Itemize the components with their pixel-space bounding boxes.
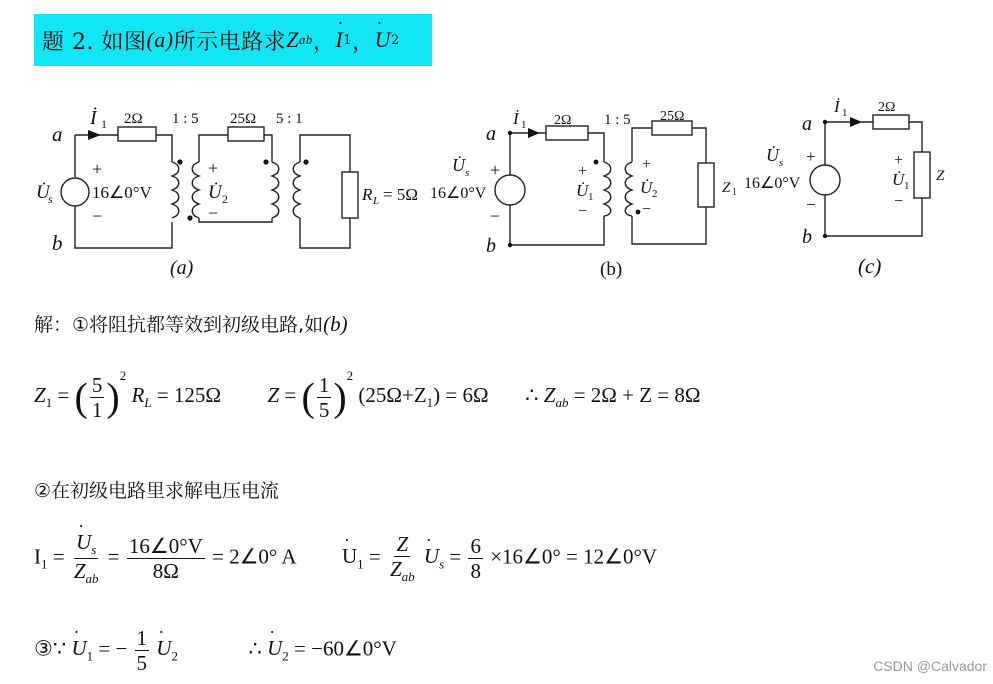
title-mid: 所示电路求	[173, 29, 287, 55]
equation-3	[34, 626, 397, 675]
impedance-z1-b	[698, 163, 714, 207]
eq1-pow-2: 2	[346, 368, 354, 383]
eq1-eq-2: =	[284, 383, 297, 407]
step-2-heading	[34, 476, 279, 503]
a-u2-sub: 2	[222, 192, 228, 206]
b-plus-3: +	[642, 156, 652, 173]
eq3-u2b: · U	[267, 636, 282, 661]
a-u2: U̇	[208, 182, 222, 203]
eq3-u2-sub: 2	[171, 648, 178, 664]
c-plus: +	[806, 147, 816, 166]
eq2-eq-2: =	[107, 544, 120, 569]
b-caption: (b)	[600, 259, 623, 280]
b-plus-2: +	[578, 163, 588, 180]
c-plus-2: +	[894, 152, 904, 169]
coil-b1	[604, 162, 611, 216]
eq2-res2: ×16∠0° = 12∠0°V	[490, 544, 658, 569]
c-src-label: U̇	[766, 145, 779, 165]
eq3-u1-sub: 1	[86, 648, 94, 664]
b-minus-2: −	[578, 203, 588, 220]
c-node-a: a	[802, 113, 812, 135]
step-2-label: ②在初级电路里求解电压电流	[34, 480, 280, 502]
eq3-label: ③∵	[34, 636, 67, 661]
b-plus: +	[490, 160, 501, 180]
a-node-a: a	[52, 122, 63, 146]
eq3-eq: = −	[98, 636, 128, 661]
title-fig-ref: (a)	[146, 27, 174, 52]
coil-a1	[172, 162, 179, 218]
resistor-rl-a	[342, 172, 358, 218]
eq1-frac-1: $\frac{5}{1}$	[91, 372, 103, 422]
b-z1: Z	[722, 180, 731, 196]
b-src-sub: s	[465, 167, 470, 179]
c-current: İ	[834, 97, 840, 116]
circuit-b	[495, 121, 714, 245]
resistor-2ohm-b	[546, 126, 588, 140]
eq1-therefore: ∴	[525, 383, 539, 407]
coil-a4	[293, 162, 300, 218]
eq1-z1: Z	[34, 383, 46, 407]
b-u1-sub: 1	[588, 191, 594, 203]
coil-b2	[625, 162, 632, 216]
a-plus: +	[92, 159, 103, 179]
title-sep-1: ，	[312, 29, 336, 55]
c-src-sub: s	[779, 157, 784, 169]
title-i1-sub: 1	[343, 32, 353, 48]
b-ratio: 1 : 5	[604, 112, 631, 128]
title-prefix: 题 2. 如图	[42, 29, 147, 55]
eq1-zab-sub: ab	[555, 395, 569, 411]
coil-a2	[192, 162, 199, 218]
c-u1: U̇	[892, 170, 905, 189]
equation-1: $Z_1$ = ( $\frac{5}{1}$ )$^2$ $R_L = 125\Omega$ Z = ( $\frac{1}{5}$ )$^2$ $(25\Omega+Z_1) = 6\Omega$ ∴ $Z_{ab} = 2\Omega + Z = 8\Omega$	[34, 368, 701, 422]
eq3-u1: · U	[71, 636, 86, 661]
b-current-sub: 1	[521, 119, 527, 131]
c-src-value: 16∠0°V	[744, 175, 801, 192]
eq1-paren-expr: (25Ω+Z	[358, 383, 427, 407]
eq2-u1: · U	[342, 544, 357, 569]
c-caption: (c)	[858, 254, 882, 278]
a-minus-2: −	[208, 203, 219, 223]
title-u2-sub: 2	[390, 32, 400, 48]
voltage-source-c	[810, 165, 840, 195]
a-src-label: U̇	[36, 182, 50, 203]
eq3-therefore: ∴	[248, 636, 262, 661]
c-r-series: 2Ω	[878, 100, 896, 115]
step-1-heading	[34, 310, 348, 337]
b-node-b: b	[486, 235, 496, 257]
eq1-res3: = 2Ω + Z = 8Ω	[573, 383, 701, 407]
eq2-frac-2: $\frac{16\angle 0^\circ V}{8\Omega}$	[128, 533, 203, 584]
a-node-b: b	[52, 231, 63, 255]
a-rl: R	[362, 185, 373, 204]
b-minus: −	[490, 206, 501, 226]
c-u1-sub: 1	[904, 180, 910, 192]
a-src-value: 16∠0°V	[92, 183, 152, 202]
eq2-frac-1: · $\frac{U_s}{Z_{ab}}$	[72, 530, 101, 587]
resistor-2ohm-c	[873, 115, 909, 129]
b-src-value: 16∠0°V	[430, 185, 487, 202]
eq3-res: = −60∠0°V	[294, 636, 397, 661]
eq1-pow-1: 2	[119, 368, 127, 383]
b-u2: U̇	[640, 178, 653, 197]
b-z1-sub: 1	[732, 187, 737, 198]
step-1-label: 解：①将阻抗都等效到初级电路,如	[34, 314, 324, 336]
eq2-eq-3: =	[368, 544, 381, 569]
a-current-sub: 1	[101, 117, 107, 131]
watermark: CSDN @Calvador	[873, 658, 987, 674]
eq1-z1-sub: 1	[45, 395, 53, 411]
eq1-rl: R	[131, 383, 145, 407]
eq3-u2: · U	[156, 636, 171, 661]
eq2-i1: I	[34, 544, 41, 569]
b-minus-3: −	[642, 201, 652, 218]
a-r-series: 2Ω	[124, 111, 143, 127]
eq1-frac-2: $\frac{1}{5}$	[318, 372, 330, 422]
a-src-sub: s	[48, 192, 53, 206]
a-minus: −	[92, 206, 103, 226]
a-rl-value: = 5Ω	[383, 185, 418, 204]
eq1-eq: =	[57, 383, 70, 407]
b-r-series: 2Ω	[554, 113, 572, 128]
eq2-res1: = 2∠0° A	[212, 544, 296, 569]
eq1-zab: Z	[543, 383, 556, 407]
c-current-sub: 1	[842, 107, 848, 119]
eq1-res2: = 6Ω	[445, 383, 489, 407]
a-rl-sub: L	[373, 195, 380, 207]
step-1-fig: (b)	[323, 312, 348, 336]
c-z: Z	[936, 168, 945, 184]
resistor-25ohm-a	[228, 127, 264, 141]
eq1-paren-sub: 1	[426, 395, 434, 411]
equation-2	[34, 530, 657, 587]
a-ratio1: 1 : 5	[172, 111, 199, 127]
eq1-z: Z	[267, 383, 280, 407]
b-src-label: U̇	[452, 155, 465, 175]
circuit-c	[810, 115, 930, 236]
title-u2: · U	[375, 27, 391, 53]
impedance-z-c	[914, 152, 930, 198]
a-ratio2: 5 : 1	[276, 111, 303, 127]
eq2-i1-sub: 1	[41, 556, 48, 572]
c-minus: −	[806, 195, 816, 214]
eq1-paren-close: )	[433, 383, 441, 407]
resistor-2ohm-a	[118, 127, 156, 141]
circuit-diagrams	[0, 0, 993, 300]
eq2-us-sub: s	[439, 556, 445, 572]
eq3-u2b-sub: 2	[282, 648, 289, 664]
eq3-frac: $\frac{1}{5}$	[136, 626, 148, 676]
a-r-mid: 25Ω	[230, 111, 257, 127]
b-r-mid: 25Ω	[660, 109, 685, 124]
eq2-frac-4: $\frac{6}{8}$	[470, 533, 481, 584]
a-current: İ	[90, 107, 97, 129]
eq1-rl-sub: L	[144, 395, 152, 411]
title-sep-2: ，	[352, 29, 375, 55]
title-i1: · I	[335, 27, 343, 53]
a-plus-2: +	[208, 158, 219, 178]
b-current: İ	[513, 109, 519, 128]
c-node-b: b	[802, 226, 812, 248]
eq2-eq: =	[52, 544, 65, 569]
eq2-u1-sub: 1	[357, 556, 364, 572]
coil-a3	[272, 162, 279, 218]
eq2-us: · U	[424, 544, 439, 569]
b-node-a: a	[486, 123, 496, 145]
eq1-res1: = 125Ω	[156, 383, 221, 407]
eq2-frac-3: $\frac{Z}{Z_{ab}}$	[389, 532, 415, 585]
b-u1: U̇	[576, 181, 589, 200]
eq2-eq-4: =	[449, 544, 462, 569]
a-caption: (a)	[170, 257, 194, 279]
title-zab: Z	[286, 27, 299, 52]
title-zab-sub: ab	[298, 32, 313, 47]
voltage-source-a	[61, 178, 89, 206]
c-minus-2: −	[894, 193, 904, 210]
b-u2-sub: 2	[652, 188, 658, 200]
